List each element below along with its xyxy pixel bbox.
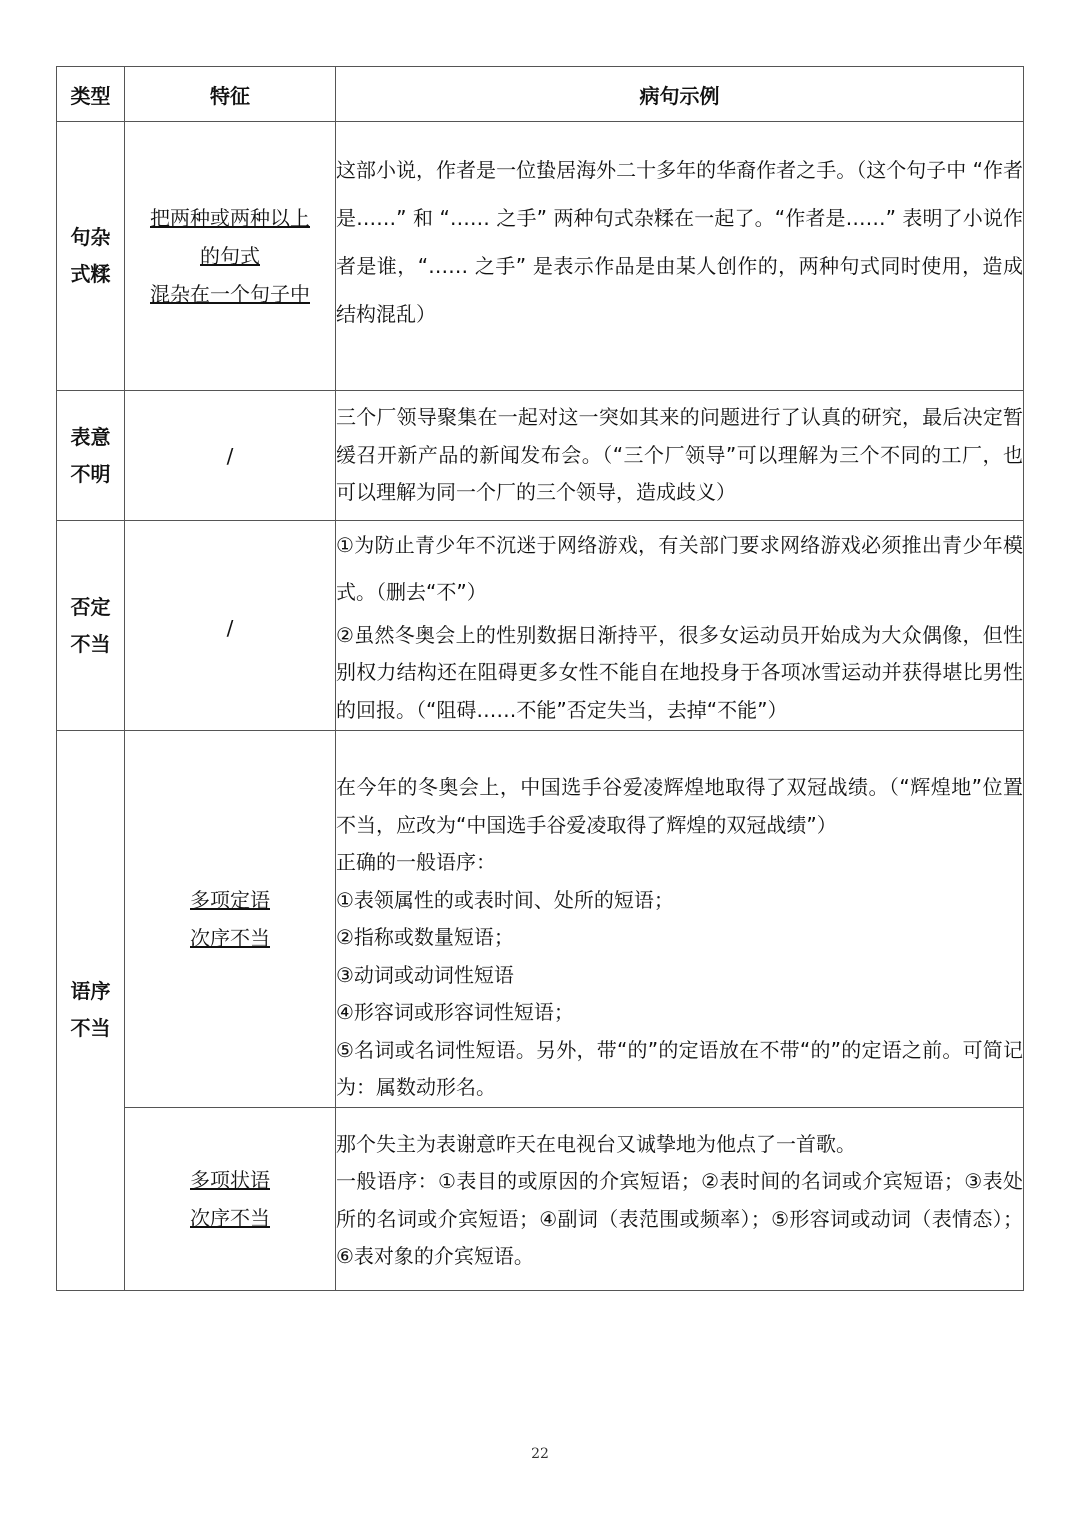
header-example: 病句示例: [336, 67, 1024, 122]
header-feature: 特征: [125, 67, 336, 122]
feature-cell: /: [125, 391, 336, 521]
type-cell: 表意 不明: [57, 391, 125, 521]
example-cell: [336, 1107, 1024, 1290]
example-text: 在今年的冬奥会上，中国选手谷爱凌辉煌地取得了双冠战绩。（“辉煌地”位置不当，应改为“中国选手谷爱凌取得了辉煌的双冠战绩”）: [336, 775, 1023, 837]
feature-cell: 多项定语 次序不当: [125, 731, 336, 1108]
example-text: ②指称或数量短语；: [336, 925, 514, 949]
example-cell: [336, 391, 1024, 521]
example-cell: [336, 731, 1024, 1108]
example-text: ③动词或动词性短语: [336, 962, 514, 987]
example-text: ⑤名词或名词性短语。另外，带“的”的定语放在不带“的”的定语之前。可简记为：属数动形名。: [336, 1037, 1023, 1099]
table-row: [57, 391, 1024, 521]
feature-cell: /: [125, 521, 336, 731]
example-cell: [336, 521, 1024, 731]
example-text: ④形容词或形容词性短语；: [336, 1000, 574, 1024]
table-row: [57, 521, 1024, 731]
table-header-row: [57, 67, 1024, 122]
example-text: ①表领属性的或表时间、处所的短语；: [336, 887, 674, 912]
example-text: 三个厂领导聚集在一起对这一突如其来的问题进行了认真的研究，最后决定暂缓召开新产品的新闻发布会。（“三个厂领导”可以理解为三个不同的工厂，也可以理解为同一个厂的三个领导，造成歧义）: [336, 405, 1023, 505]
type-cell: 语序 不当: [57, 731, 125, 1291]
example-text: 这部小说，作者是一位蛰居海外二十多年的华裔作者之手。（这个句子中 “作者是……” 和 “…… 之手” 两种句式杂糅在一起了。“作者是……” 表明了小说作者是谁，“…… 之手” 是表示作品是由某人创作的，两种句式同时使用，造成结构混乱）: [336, 158, 1023, 326]
type-cell: 句杂 式糅: [57, 122, 125, 391]
example-text: ②虽然冬奥会上的性别数据日渐持平，很多女运动员开始成为大众偶像，但性别权力结构还在阻碍更多女性不能自在地投身于各项冰雪运动并获得堪比男性的回报。（“阻碍……不能”否定失当，去掉“不能”）: [336, 622, 1023, 722]
table-row: [57, 731, 1024, 1108]
example-text: 一般语序：①表目的或原因的介宾短语；②表时间的名词或介宾短语；③表处所的名词或介宾短语；④副词（表范围或频率）；⑤形容词或动词（表情态）；⑥表对象的介宾短语。: [336, 1169, 1023, 1268]
type-cell: 否定 不当: [57, 521, 125, 731]
table-row: [57, 1107, 1024, 1290]
example-text: ①为防止青少年不沉迷于网络游戏，有关部门要求网络游戏必须推出青少年模式。（删去“不”）: [336, 532, 1023, 605]
example-text: 那个失主为表谢意昨天在电视台又诚挚地为他点了一首歌。: [336, 1131, 856, 1156]
table-row: [57, 122, 1024, 391]
example-cell: [336, 122, 1024, 391]
page-number: 22: [531, 1446, 549, 1462]
header-type: 类型: [57, 67, 125, 122]
feature-cell: 多项状语 次序不当: [125, 1107, 336, 1290]
grammar-error-table: [56, 66, 1024, 1291]
feature-cell: 把两种或两种以上 的句式 混杂在一个句子中: [125, 122, 336, 391]
example-text: 正确的一般语序：: [336, 850, 496, 874]
